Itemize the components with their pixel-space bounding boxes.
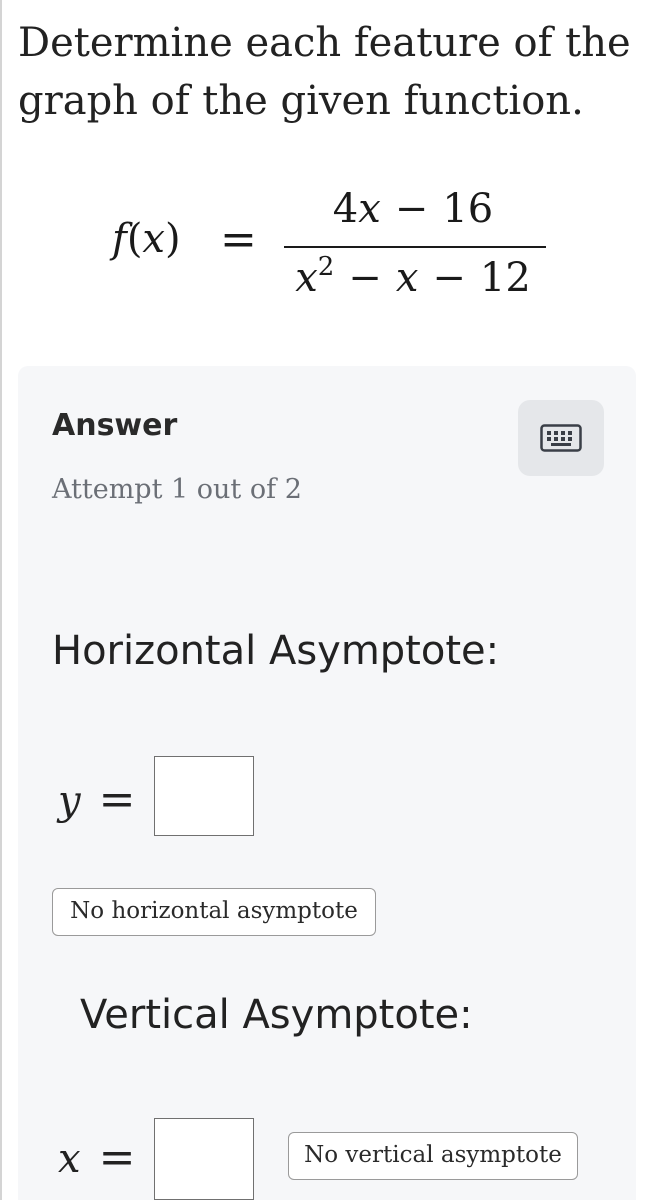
answer-title: Answer xyxy=(52,408,178,443)
horizontal-equation-label xyxy=(58,774,135,825)
denominator-const: 12 xyxy=(479,255,531,301)
function-formula xyxy=(0,180,655,310)
numerator xyxy=(280,186,546,232)
formula-lhs xyxy=(112,216,181,262)
no-vertical-asymptote-button[interactable]: No vertical asymptote xyxy=(288,1132,578,1180)
question-text: Determine each feature of the graph of the given function. xyxy=(18,20,631,124)
horizontal-asymptote-input[interactable] xyxy=(154,756,254,836)
keyboard-button[interactable] xyxy=(518,400,604,476)
fraction-bar xyxy=(284,246,546,248)
lhs-close-paren: ) xyxy=(164,216,181,262)
denominator-var1: x xyxy=(295,255,318,301)
keyboard-icon xyxy=(540,424,582,452)
denominator-exponent: 2 xyxy=(317,252,335,282)
vertical-asymptote-label: Vertical Asymptote: xyxy=(80,992,473,1038)
numerator-coef: 4 xyxy=(332,186,359,232)
vertical-equation-label xyxy=(58,1132,135,1183)
no-horizontal-asymptote-button[interactable]: No horizontal asymptote xyxy=(52,888,376,936)
vertical-equals: = xyxy=(98,1132,136,1183)
answer-panel xyxy=(18,366,636,1200)
formula-equals: = xyxy=(220,214,257,265)
lhs-variable: x xyxy=(142,216,165,262)
denominator xyxy=(280,252,546,301)
horizontal-var: y xyxy=(58,778,81,824)
func-name: f xyxy=(112,216,127,262)
denominator-var2: x xyxy=(395,255,419,301)
vertical-var: x xyxy=(58,1136,81,1182)
horizontal-equals: = xyxy=(98,774,136,825)
numerator-var: x xyxy=(358,186,381,232)
numerator-const: 16 xyxy=(442,186,494,232)
numerator-op: − xyxy=(394,186,429,232)
attempt-counter: Attempt 1 out of 2 xyxy=(52,474,302,505)
lhs-open-paren: ( xyxy=(126,216,143,262)
denominator-op2: − xyxy=(432,255,466,301)
denominator-op1: − xyxy=(348,255,382,301)
vertical-asymptote-input[interactable] xyxy=(154,1118,254,1200)
horizontal-asymptote-label: Horizontal Asymptote: xyxy=(52,628,500,674)
